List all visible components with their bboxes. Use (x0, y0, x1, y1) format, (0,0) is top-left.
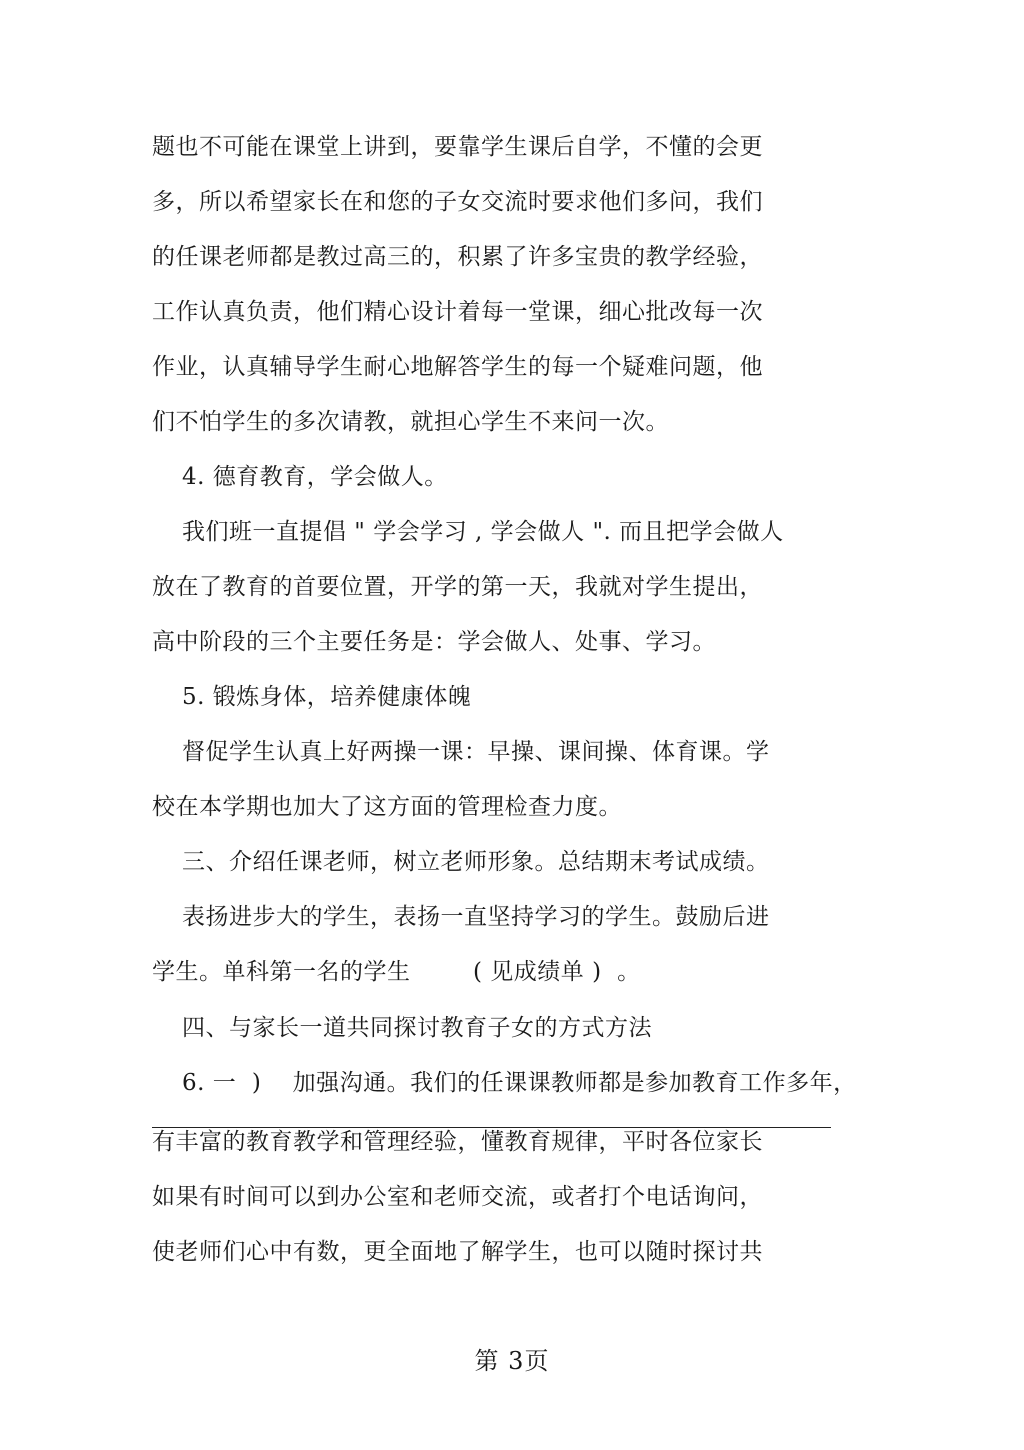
page-number: 第 3页 (474, 1347, 550, 1375)
paragraph-line: 放在了教育的首要位置，开学的第一天，我就对学生提出， (152, 574, 763, 600)
paragraph-line: 们不怕学生的多次请教，就担心学生不来问一次。 (152, 409, 669, 435)
paragraph-line: 督促学生认真上好两操一课：早操、课间操、体育课。学 (182, 739, 770, 765)
paragraph-line: 的任课老师都是教过高三的，积累了许多宝贵的教学经验， (152, 244, 763, 270)
paragraph-line: 如果有时间可以到办公室和老师交流，或者打个电话询问， (152, 1184, 763, 1210)
paragraph-line: 表扬进步大的学生，表扬一直坚持学习的学生。鼓励后进 (182, 904, 770, 930)
paragraph-line: 题也不可能在课堂上讲到，要靠学生课后自学，不懂的会更 (152, 134, 763, 160)
paragraph-line: 作业，认真辅导学生耐心地解答学生的每一个疑难问题，他 (152, 354, 763, 380)
section-heading: 4. 德育教育，学会做人。 (182, 464, 448, 490)
paragraph-line: 多，所以希望家长在和您的子女交流时要求他们多问，我们 (152, 189, 763, 215)
paragraph-line: 6. 一 ) 加强沟通。我们的任课课教师都是参加教育工作多年， (182, 1070, 857, 1096)
paragraph-line: 校在本学期也加大了这方面的管理检查力度。 (152, 794, 622, 820)
paragraph-line: 使老师们心中有数，更全面地了解学生，也可以随时探讨共 (152, 1239, 763, 1265)
paragraph-line: 学生。单科第一名的学生 ( 见成绩单 ) 。 (152, 959, 641, 985)
section-heading: 三、介绍任课老师，树立老师形象。总结期末考试成绩。 (182, 849, 770, 875)
section-heading: 5. 锻炼身体，培养健康体魄 (182, 684, 472, 710)
section-heading: 四、与家长一道共同探讨教育子女的方式方法 (182, 1015, 652, 1041)
paragraph-line: 工作认真负责，他们精心设计着每一堂课，细心批改每一次 (152, 299, 763, 325)
paragraph-line: 高中阶段的三个主要任务是：学会做人、处事、学习。 (152, 629, 716, 655)
paragraph-line: 我们班一直提倡 " 学会学习 , 学会做人 ". 而且把学会做人 (182, 519, 784, 545)
paragraph-line: 有丰富的教育教学和管理经验，懂教育规律，平时各位家长 (152, 1129, 763, 1155)
